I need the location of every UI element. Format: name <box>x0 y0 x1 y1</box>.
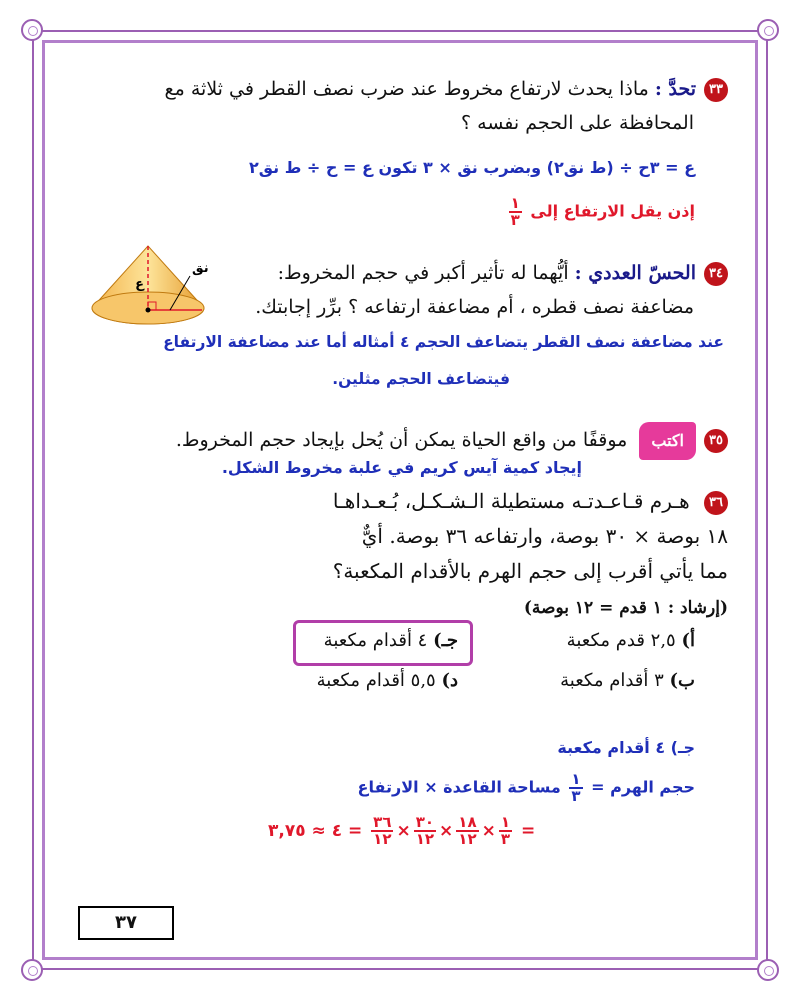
question-text: مضاعفة نصف قطره ، أم مضاعفة ارتفاعه ؟ برِّر إجابتك. <box>255 296 694 318</box>
page-number: ٣٧ <box>78 906 174 940</box>
question-text: أيُّهما له تأثير أكبر في حجم المخروط: <box>277 262 569 284</box>
question-35 <box>88 422 728 460</box>
question-text: مما يأتي أقرب إلى حجم الهرم بالأقدام المكعبة؟ <box>332 559 728 583</box>
question-text: موقفًا من واقع الحياة يمكن أن يُحل بإيجاد حجم المخروط. <box>175 429 628 451</box>
question-label: تحدَّ : <box>654 78 696 100</box>
answer-36-choice: جـ) ٤ أقدام مكعبة <box>557 738 695 757</box>
option-a: أ) ٢,٥ قدم مكعبة <box>566 630 695 651</box>
answer-36-calculation: ٤ ≈ ٣,٧٥ = $\frac{٣٦}{١٢}$ × $\frac{٣٠}{١٢}$ × $\frac{١٨}{١٢}$ × $\frac{١}{٣}$ = <box>268 813 536 848</box>
question-text: هـرم قـاعـدتـه مستطيلة الـشـكـل، بُـعـداهـا <box>332 489 690 513</box>
corner-ornament-icon <box>757 959 779 981</box>
height-label: ع <box>135 277 144 292</box>
answer-text: إذن يقل الارتفاع إلى <box>530 201 695 221</box>
corner-ornament-icon <box>757 19 779 41</box>
answer-33-line2 <box>506 196 695 228</box>
question-number: ٣٦ <box>704 491 728 515</box>
question-label: الحسّ العددي : <box>574 262 696 284</box>
question-text: ١٨ بوصة × ٣٠ بوصة، وارتفاعه ٣٦ بوصة. أيٌّ <box>361 524 728 548</box>
fraction: $\frac{١}{٣}$ <box>510 194 520 229</box>
question-text: المحافظة على الحجم نفسه ؟ <box>461 112 694 134</box>
question-number: ٣٥ <box>704 429 728 453</box>
option-b: ب) ٣ أقدام مكعبة <box>560 670 695 691</box>
answer-33-line1: ع = ٣ح ÷ (ط نق٢) وبضرب نق × ٣ تكون ع = ح ÷ ط نق٢ <box>248 158 695 177</box>
corner-ornament-icon <box>21 959 43 981</box>
option-d: د) ٥,٥ أقدام مكعبة <box>316 670 458 691</box>
question-number: ٣٣ <box>704 78 728 102</box>
answer-36-formula: حجم الهرم = $\frac{١}{٣}$ مساحة القاعدة × الارتفاع <box>357 770 695 805</box>
cone-figure <box>86 238 216 334</box>
answer-35: إيجاد كمية آيس كريم في علبة مخروط الشكل. <box>221 458 582 477</box>
radius-label: نق <box>192 261 209 276</box>
write-label: اكتب <box>639 422 696 460</box>
question-36 <box>258 484 728 626</box>
answer-34-line1: عند مضاعفة نصف القطر يتضاعف الحجم ٤ أمثاله أما عند مضاعفة الارتفاع <box>163 333 724 351</box>
calc-result: ٤ ≈ ٣,٧٥ = <box>268 821 363 841</box>
corner-ornament-icon <box>21 19 43 41</box>
question-34 <box>248 256 728 324</box>
question-text: ماذا يحدث لارتفاع مخروط عند ضرب نصف القطر في ثلاثة مع <box>164 78 649 100</box>
question-33 <box>88 72 728 140</box>
question-number: ٣٤ <box>704 262 728 286</box>
answer-34-line2: فيتضاعف الحجم مثلين. <box>332 370 510 388</box>
question-hint: (إرشاد : ١ قدم = ١٢ بوصة) <box>523 598 728 618</box>
option-c: جـ) ٤ أقدام مكعبة <box>323 630 458 651</box>
